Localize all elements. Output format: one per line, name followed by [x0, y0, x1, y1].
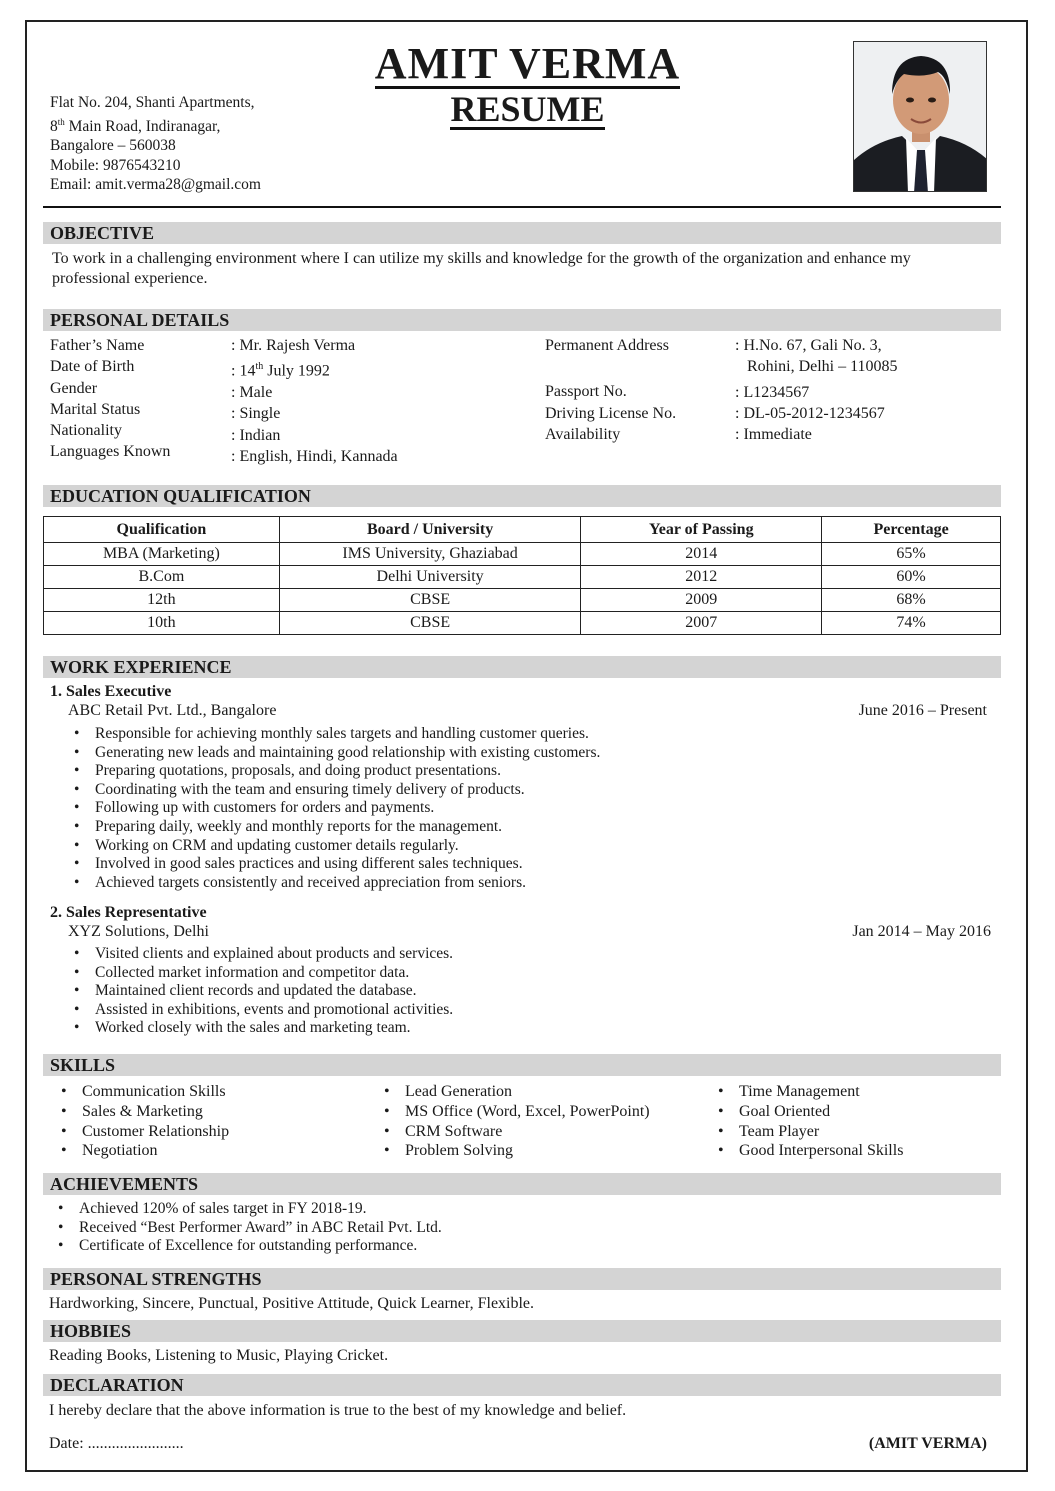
job-duties-list	[70, 945, 770, 1038]
skill-item: • CRM Software	[380, 1122, 700, 1142]
value-passport: : L1234567	[735, 383, 810, 401]
table-cell: IMS University, Ghaziabad	[279, 543, 581, 566]
skills-heading: SKILLS	[43, 1054, 1001, 1076]
list-item: • Certificate of Excellence for outstanding performance.	[54, 1237, 754, 1256]
table-cell: 10th	[44, 612, 280, 635]
hobbies-heading: HOBBIES	[43, 1320, 1001, 1342]
column-header: Year of Passing	[581, 517, 822, 543]
table-cell: CBSE	[279, 612, 581, 635]
contact-block	[50, 93, 261, 195]
label-driving-license: Driving License No.	[545, 404, 677, 422]
table-cell: 2014	[581, 543, 822, 566]
work-experience-heading: WORK EXPERIENCE	[43, 656, 1001, 678]
skill-item: • Goal Oriented	[714, 1102, 994, 1122]
list-item: • Received “Best Performer Award” in ABC Retail Pvt. Ltd.	[54, 1219, 754, 1238]
table-cell: 2012	[581, 566, 822, 589]
skill-item: • MS Office (Word, Excel, PowerPoint)	[380, 1102, 700, 1122]
table-header-row	[44, 517, 1001, 543]
list-item: • Coordinating with the team and ensuring timely delivery of products.	[70, 781, 770, 800]
value-marital-status: : Single	[231, 405, 281, 423]
skill-item: • Team Player	[714, 1122, 994, 1142]
candidate-name: AMIT VERMA	[374, 39, 681, 88]
list-item: • Worked closely with the sales and marketing team.	[70, 1019, 770, 1038]
strengths-text: Hardworking, Sincere, Punctual, Positive Attitude, Quick Learner, Flexible.	[49, 1295, 535, 1312]
address-line: Flat No. 204, Shanti Apartments,	[50, 94, 255, 111]
declaration-heading: DECLARATION	[43, 1374, 1001, 1396]
label-nationality: Nationality	[50, 422, 122, 440]
personal-right-values	[735, 335, 995, 445]
personal-left-values	[231, 335, 531, 467]
list-item: • Involved in good sales practices and using different sales techniques.	[70, 855, 770, 874]
table-cell: 60%	[822, 566, 1001, 589]
skill-item: • Customer Relationship	[57, 1122, 357, 1142]
table-row	[44, 566, 1001, 589]
table-row	[44, 612, 1001, 635]
label-availability: Availability	[545, 425, 621, 443]
skill-item: • Good Interpersonal Skills	[714, 1141, 994, 1161]
value-availability: : Immediate	[735, 426, 812, 444]
label-dob: Date of Birth	[50, 358, 135, 376]
label-permanent-address: Permanent Address	[545, 337, 669, 354]
job-title: 1. Sales Executive	[50, 683, 172, 700]
objective-heading: OBJECTIVE	[43, 222, 1001, 244]
column-header: Board / University	[279, 517, 581, 543]
job-company: XYZ Solutions, Delhi	[68, 923, 209, 940]
table-cell: 68%	[822, 589, 1001, 612]
table-cell: 12th	[44, 589, 280, 612]
skill-item: • Sales & Marketing	[57, 1102, 357, 1122]
label-fathers-name: Father’s Name	[50, 337, 145, 354]
skills-column-1	[57, 1082, 357, 1161]
table-cell: B.Com	[44, 566, 280, 589]
education-table	[43, 516, 1001, 635]
label-marital-status: Marital Status	[50, 400, 141, 418]
objective-text: To work in a challenging environment where I can utilize my skills and knowledge for the growth of the organization and enhance my professional experience.	[52, 250, 911, 287]
declaration-text: I hereby declare that the above information is true to the best of my knowledge and belief.	[49, 1402, 627, 1419]
list-item: • Achieved 120% of sales target in FY 2018-19.	[54, 1200, 754, 1219]
label-passport: Passport No.	[545, 383, 627, 401]
value-dob: : 14th July 1992	[231, 361, 330, 380]
personal-details-heading: PERSONAL DETAILS	[43, 309, 1001, 331]
header-divider	[43, 206, 1001, 208]
column-header: Qualification	[44, 517, 280, 543]
list-item: • Assisted in exhibitions, events and promotional activities.	[70, 1001, 770, 1020]
list-item: • Preparing quotations, proposals, and doing product presentations.	[70, 762, 770, 781]
value-permanent-address-line2: Rohini, Delhi – 110085	[747, 358, 898, 376]
skills-column-2	[380, 1082, 700, 1161]
job-dates: June 2016 – Present	[858, 702, 987, 719]
hobbies-text: Reading Books, Listening to Music, Playing Cricket.	[49, 1347, 389, 1364]
list-item: • Preparing daily, weekly and monthly reports for the management.	[70, 818, 770, 837]
address-line: 8th Main Road, Indiranagar,	[50, 116, 221, 135]
table-row	[44, 589, 1001, 612]
table-cell: 2009	[581, 589, 822, 612]
value-permanent-address: : H.No. 67, Gali No. 3,	[735, 337, 882, 354]
value-gender: : Male	[231, 383, 273, 401]
personal-right-labels	[545, 335, 735, 445]
job-duties-list	[70, 725, 770, 892]
value-languages: : English, Hindi, Kannada	[231, 447, 398, 465]
achievements-heading: ACHIEVEMENTS	[43, 1173, 1001, 1195]
value-fathers-name: : Mr. Rajesh Verma	[231, 337, 356, 354]
table-cell: MBA (Marketing)	[44, 543, 280, 566]
job-title: 2. Sales Representative	[50, 904, 207, 921]
address-line: Bangalore – 560038	[50, 137, 176, 155]
mobile-number: Mobile: 9876543210	[50, 156, 181, 174]
label-gender: Gender	[50, 379, 98, 397]
skill-item: • Lead Generation	[380, 1082, 700, 1102]
table-cell: CBSE	[279, 589, 581, 612]
table-cell: 65%	[822, 543, 1001, 566]
list-item: • Visited clients and explained about products and services.	[70, 945, 770, 964]
strengths-heading: PERSONAL STRENGTHS	[43, 1268, 1001, 1290]
signature: (AMIT VERMA)	[868, 1435, 987, 1452]
value-driving-license: : DL-05-2012-1234567	[735, 404, 885, 422]
list-item: • Achieved targets consistently and received appreciation from seniors.	[70, 874, 770, 893]
list-item: • Responsible for achieving monthly sales targets and handling customer queries.	[70, 725, 770, 744]
job-dates: Jan 2014 – May 2016	[852, 923, 991, 940]
list-item: • Generating new leads and maintaining good relationship with existing customers.	[70, 744, 770, 763]
resume-title: RESUME	[450, 89, 605, 129]
list-item: • Working on CRM and updating customer details regularly.	[70, 837, 770, 856]
skill-item: • Communication Skills	[57, 1082, 357, 1102]
date-line: Date: ........................	[49, 1435, 184, 1452]
label-languages: Languages Known	[50, 443, 171, 461]
value-nationality: : Indian	[231, 426, 281, 444]
list-item: • Collected market information and competitor data.	[70, 964, 770, 983]
skill-item: • Time Management	[714, 1082, 994, 1102]
table-cell: Delhi University	[279, 566, 581, 589]
job-company: ABC Retail Pvt. Ltd., Bangalore	[68, 702, 277, 719]
education-heading: EDUCATION QUALIFICATION	[43, 485, 1001, 507]
table-row	[44, 543, 1001, 566]
column-header: Percentage	[822, 517, 1001, 543]
list-item: • Maintained client records and updated the database.	[70, 982, 770, 1001]
table-cell: 2007	[581, 612, 822, 635]
email-address: Email: amit.verma28@gmail.com	[50, 176, 261, 194]
skill-item: • Negotiation	[57, 1141, 357, 1161]
skills-column-3	[714, 1082, 994, 1161]
profile-photo	[853, 41, 987, 192]
achievements-list	[54, 1200, 754, 1256]
list-item: • Following up with customers for orders and payments.	[70, 799, 770, 818]
table-cell: 74%	[822, 612, 1001, 635]
personal-left-labels	[50, 335, 230, 463]
skill-item: • Problem Solving	[380, 1141, 700, 1161]
